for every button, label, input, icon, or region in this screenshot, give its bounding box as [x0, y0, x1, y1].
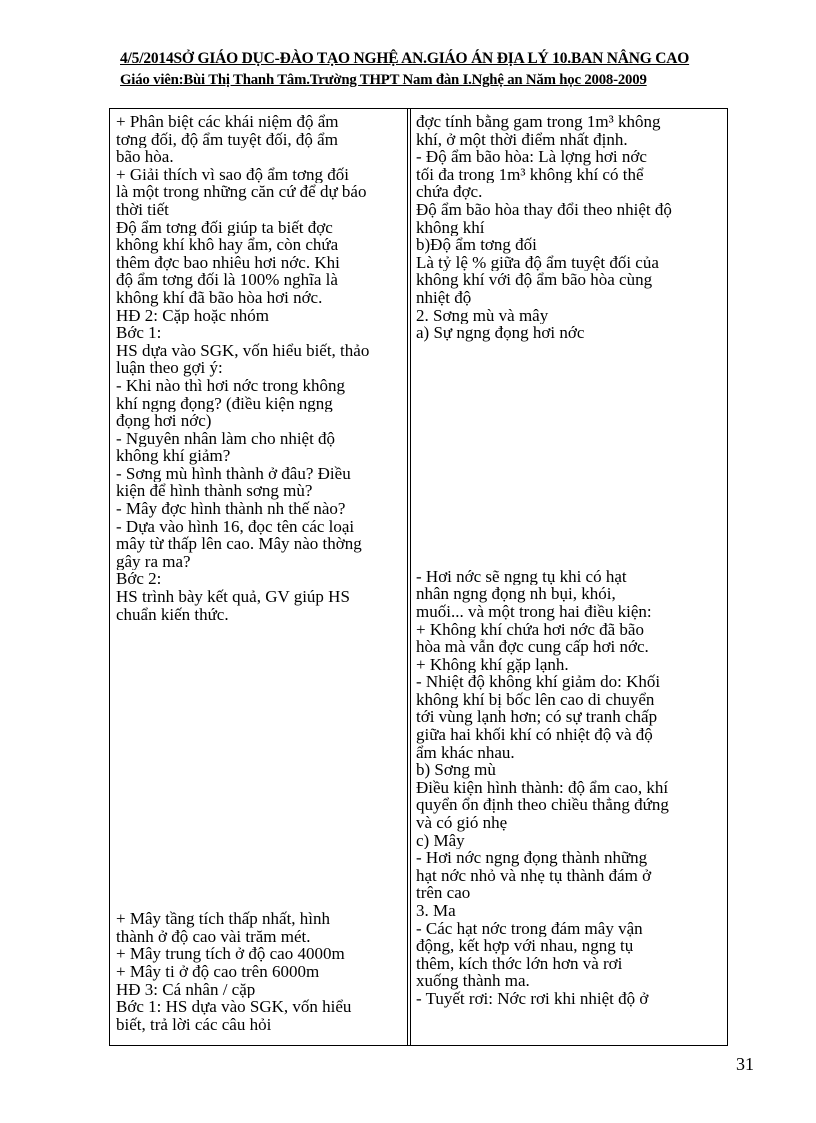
right-spacer — [416, 342, 723, 568]
text-line: HĐ 3: Cá nhân / cặp — [116, 980, 256, 999]
text-line: Điều kiện hình thành: độ ẩm cao, khí — [416, 778, 669, 797]
text-line: không khí bị bốc lên cao di chuyển — [416, 690, 655, 709]
text-line: Là tỷ lệ % giữa độ ẩm tuyệt đối của — [416, 253, 659, 272]
text-line: + Giải thích vì sao độ ẩm tơng đối — [116, 165, 349, 184]
lesson-table — [109, 108, 728, 1046]
text-line: đọng hơi nớc) — [116, 412, 212, 430]
text-line: - Độ ẩm bão hòa: Là lợng hơi nớc — [416, 148, 647, 166]
text-line: + Phân biệt các khái niệm độ ẩm — [116, 113, 339, 131]
right-column — [416, 113, 723, 1043]
text-line: động, kết hợp với nhau, ngng tụ — [416, 937, 634, 955]
text-line: tới vùng lạnh hơn; có sự tranh chấp — [416, 708, 658, 727]
page-number: 31 — [736, 1054, 754, 1074]
text-line: Độ ẩm tơng đối giúp ta biết đợc — [116, 218, 333, 237]
left-spacer — [116, 623, 398, 910]
text-line: - Khi nào thì hơi nớc trong không — [116, 376, 346, 395]
text-line: Bớc 2: — [116, 570, 162, 589]
text-line: - Hơi nớc sẽ ngng tụ khi có hạt — [416, 567, 627, 586]
text-line: không khí với độ ẩm bão hòa cùng — [416, 271, 653, 289]
text-line: hòa mà vẫn đợc cung cấp hơi nớc. — [416, 638, 649, 656]
text-line: là một trong những căn cứ để dự báo — [116, 183, 367, 201]
text-line: và có gió nhẹ — [416, 814, 508, 832]
header-line-2: Giáo viên:Bùi Thị Thanh Tâm.Trường THPT Nam đàn I.Nghệ an Năm học 2008-2009 — [120, 72, 647, 88]
text-line: thêm đợc bao nhiêu hơi nớc. Khi — [116, 253, 340, 272]
text-line: ẩm khác nhau. — [416, 743, 515, 762]
column-divider — [407, 109, 408, 1045]
header-line-1: 4/5/2014SỞ GIÁO DỤC-ĐÀO TẠO NGHỆ AN.GIÁO ÁN ĐỊA LÝ 10.BAN NÂNG CAO — [120, 50, 690, 67]
text-line: luận theo gợi ý: — [116, 359, 223, 377]
text-line: giữa hai khối khí có nhiệt độ và độ — [416, 726, 653, 744]
text-line: không khí giảm? — [116, 447, 231, 465]
text-line: - Sơng mù hình thành ở đâu? Điều — [116, 464, 351, 483]
text-line: không khí — [416, 218, 485, 237]
text-line: nhân ngng đọng nh bụi, khói, — [416, 585, 616, 603]
text-line: Bớc 1: — [116, 324, 162, 342]
text-line: + Không khí gặp lạnh. — [416, 655, 569, 674]
text-line: muối... và một trong hai điều kiện: — [416, 602, 652, 621]
text-line: biết, trả lời các câu hỏi — [116, 1015, 272, 1034]
text-line: thêm, kích thớc lớn hơn và rơi — [416, 954, 623, 973]
text-line: c) Mây — [416, 831, 465, 850]
text-line: chuẩn kiến thức. — [116, 605, 229, 624]
text-line: HS trình bày kết quả, GV giúp HS — [116, 588, 350, 606]
text-line: + Mây ti ở độ cao trên 6000m — [116, 963, 320, 981]
text-line: HS dựa vào SGK, vốn hiểu biết, thảo — [116, 341, 370, 360]
text-line: thành ở độ cao vài trăm mét. — [116, 927, 311, 946]
text-line: không khí đã bão hòa hơi nớc. — [116, 288, 323, 307]
text-line: khí, ở một thời điểm nhất định. — [416, 130, 628, 149]
text-line: bão hòa. — [116, 148, 174, 166]
text-line: HĐ 2: Cặp hoặc nhóm — [116, 306, 269, 325]
text-line: Bớc 1: HS dựa vào SGK, vốn hiểu — [116, 998, 352, 1016]
text-line: 2. Sơng mù và mây — [416, 306, 549, 325]
text-line: kiện để hình thành sơng mù? — [116, 482, 313, 501]
text-line: tơng đối, độ ẩm tuyệt đối, độ ẩm — [116, 130, 338, 149]
text-line: - Các hạt nớc trong đám mây vận — [416, 919, 643, 938]
right-bottom-block — [416, 568, 723, 1008]
text-line: trên cao — [416, 884, 471, 902]
text-line: a) Sự ngng đọng hơi nớc — [416, 324, 585, 342]
text-line: xuống thành ma. — [416, 972, 530, 990]
text-line: - Nhiệt độ không khí giảm do: Khối — [416, 673, 661, 691]
text-line: khí ngng đọng? (điều kiện ngng — [116, 394, 333, 413]
text-line: quyển ổn định theo chiều thẳng đứng — [416, 796, 669, 815]
text-line: mây từ thấp lên cao. Mây nào thờng — [116, 535, 362, 553]
text-line: + Mây trung tích ở độ cao 4000m — [116, 945, 345, 963]
text-line: b)Độ ẩm tơng đối — [416, 236, 537, 254]
column-divider-inner — [410, 109, 411, 1045]
text-line: tối đa trong 1m³ không khí có thể — [416, 165, 644, 184]
text-line: Độ ẩm bão hòa thay đổi theo nhiệt độ — [416, 200, 672, 219]
text-line: không khí khô hay ẩm, còn chứa — [116, 236, 339, 254]
text-line: - Mây đợc hình thành nh thế nào? — [116, 500, 346, 518]
right-top-block — [416, 113, 723, 342]
text-line: + Mây tầng tích thấp nhất, hình — [116, 910, 331, 928]
text-line: - Hơi nớc ngng đọng thành những — [416, 849, 648, 867]
text-line: - Tuyết rơi: Nớc rơi khi nhiệt độ ở — [416, 989, 649, 1008]
left-column — [116, 113, 398, 1043]
text-line: - Dựa vào hình 16, đọc tên các loại — [116, 517, 355, 536]
text-line: + Không khí chứa hơi nớc đã bão — [416, 620, 644, 639]
text-line: 3. Ma — [416, 902, 456, 920]
text-line: độ ẩm tơng đối là 100% nghĩa là — [116, 271, 338, 289]
text-line: đợc tính bằng gam trong 1m³ không — [416, 113, 661, 131]
text-line: - Nguyên nhân làm cho nhiệt độ — [116, 429, 336, 448]
left-top-block — [116, 113, 398, 623]
text-line: nhiệt độ — [416, 288, 472, 307]
text-line: chứa đợc. — [416, 183, 483, 201]
text-line: thời tiết — [116, 200, 169, 219]
left-bottom-block — [116, 910, 398, 1033]
text-line: hạt nớc nhỏ và nhẹ tụ thành đám ở — [416, 866, 652, 885]
text-line: gây ra ma? — [116, 552, 191, 571]
text-line: b) Sơng mù — [416, 761, 496, 779]
